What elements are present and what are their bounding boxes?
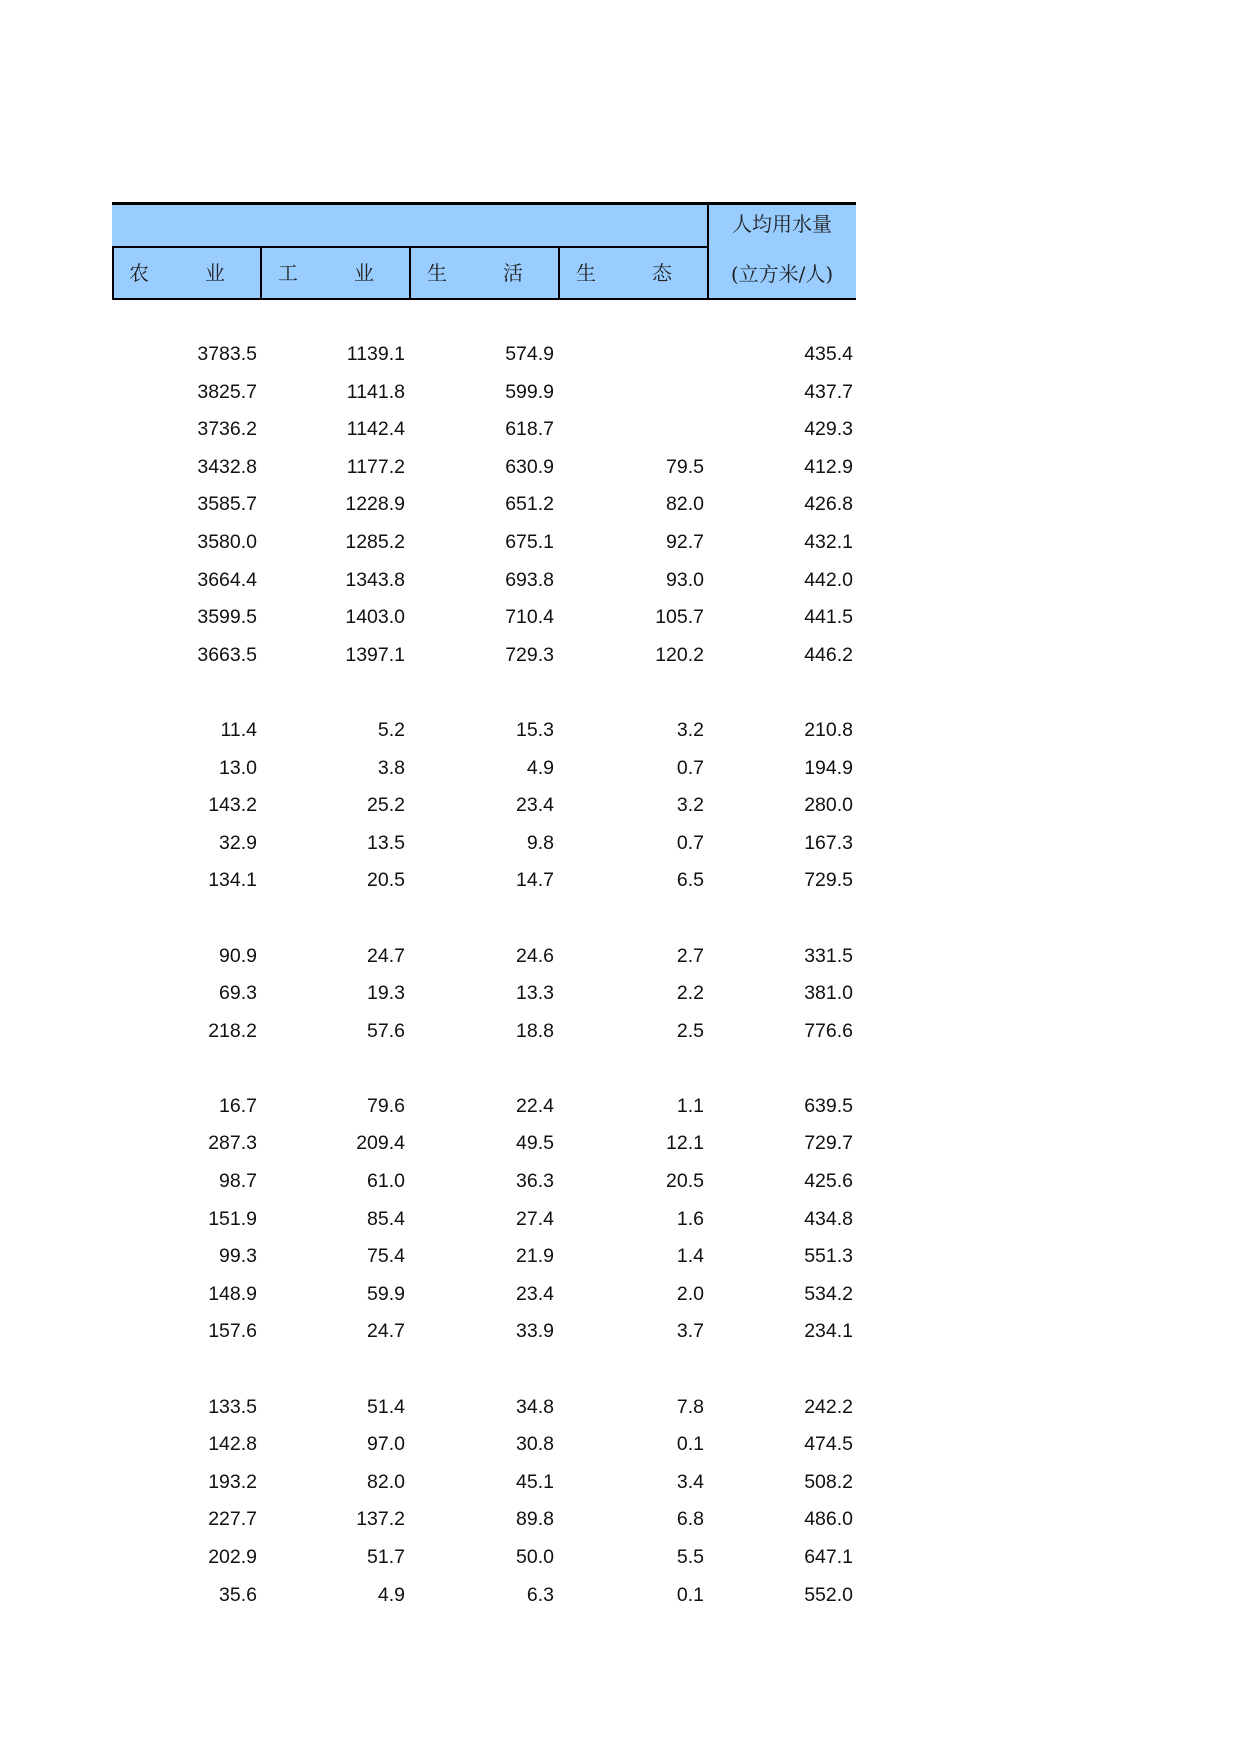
cell-agriculture: 3585.7 — [197, 493, 257, 516]
table-row — [112, 712, 856, 750]
table-row — [112, 1013, 856, 1051]
cell-domestic: 729.3 — [505, 643, 554, 666]
table-row — [112, 1201, 856, 1239]
header-per-capita-title: 人均用水量 — [732, 212, 832, 236]
cell-agriculture: 13.0 — [219, 756, 257, 779]
cell-agriculture: 143.2 — [208, 794, 257, 817]
cell-per-capita: 441.5 — [804, 606, 853, 629]
cell-industry: 3.8 — [377, 756, 405, 779]
cell-ecological: 0.7 — [676, 756, 704, 779]
cell-per-capita: 280.0 — [804, 794, 853, 817]
cell-ecological: 120.2 — [655, 643, 704, 666]
cell-per-capita: 381.0 — [804, 982, 853, 1005]
cell-industry: 13.5 — [367, 831, 405, 854]
header-domestic: 生 活 — [427, 261, 541, 285]
cell-industry: 19.3 — [367, 982, 405, 1005]
table-row — [112, 938, 856, 976]
table-row — [112, 1163, 856, 1201]
cell-agriculture: 218.2 — [208, 1019, 257, 1042]
cell-domestic: 34.8 — [516, 1395, 554, 1418]
cell-ecological: 5.5 — [676, 1546, 704, 1568]
cell-industry: 137.2 — [356, 1508, 405, 1531]
cell-industry: 25.2 — [367, 794, 405, 817]
cell-ecological: 82.0 — [666, 493, 704, 516]
cell-domestic: 6.3 — [526, 1583, 554, 1606]
cell-domestic: 21.9 — [516, 1245, 554, 1268]
cell-ecological: 2.7 — [676, 944, 704, 967]
water-use-table — [112, 202, 856, 1606]
cell-agriculture: 3664.4 — [197, 568, 257, 591]
cell-domestic: 13.3 — [516, 982, 554, 1005]
table-body — [112, 336, 856, 1614]
cell-ecological — [559, 336, 704, 374]
cell-ecological: 1.4 — [676, 1245, 704, 1268]
cell-domestic: 574.9 — [505, 343, 554, 365]
cell-per-capita: 508.2 — [804, 1470, 853, 1493]
cell-industry: 57.6 — [367, 1019, 405, 1042]
cell-ecological: 0.1 — [676, 1433, 704, 1456]
cell-domestic: 9.8 — [526, 831, 554, 854]
cell-domestic: 18.8 — [516, 1019, 554, 1042]
cell-per-capita: 194.9 — [804, 756, 853, 779]
cell-industry: 51.4 — [367, 1395, 405, 1418]
group-spacer — [112, 1050, 856, 1088]
cell-ecological: 3.2 — [676, 794, 704, 817]
cell-ecological: 12.1 — [666, 1132, 704, 1155]
cell-agriculture: 142.8 — [208, 1433, 257, 1456]
cell-ecological — [559, 411, 704, 449]
cell-ecological: 79.5 — [666, 455, 704, 478]
group-spacer — [112, 1351, 856, 1389]
cell-ecological: 7.8 — [676, 1395, 704, 1418]
cell-domestic: 14.7 — [516, 869, 554, 892]
cell-agriculture: 287.3 — [208, 1132, 257, 1155]
group-spacer — [112, 674, 856, 712]
header-bottom-rule — [112, 298, 856, 300]
table-row — [112, 524, 856, 562]
cell-industry: 75.4 — [367, 1245, 405, 1268]
cell-per-capita: 412.9 — [804, 455, 853, 478]
cell-ecological: 0.1 — [676, 1583, 704, 1606]
header-per-capita-unit: (立方米/人) — [730, 262, 834, 286]
cell-agriculture: 202.9 — [208, 1546, 257, 1568]
group-spacer — [112, 900, 856, 938]
cell-agriculture: 16.7 — [219, 1094, 257, 1117]
cell-industry: 1403.0 — [345, 606, 405, 629]
cell-ecological: 2.5 — [676, 1019, 704, 1042]
cell-ecological: 20.5 — [666, 1170, 704, 1193]
cell-domestic: 24.6 — [516, 944, 554, 967]
header-top-rule — [112, 202, 856, 205]
cell-agriculture: 151.9 — [208, 1207, 257, 1230]
table-row — [112, 1426, 856, 1464]
cell-industry: 24.7 — [367, 1320, 405, 1343]
cell-per-capita: 425.6 — [804, 1170, 853, 1193]
cell-agriculture: 35.6 — [219, 1583, 257, 1606]
cell-per-capita: 434.8 — [804, 1207, 853, 1230]
table-row — [112, 1088, 856, 1126]
table-row — [112, 975, 856, 1013]
cell-ecological — [559, 374, 704, 412]
cell-industry: 1139.1 — [346, 343, 405, 365]
table-header — [112, 202, 856, 300]
cell-industry: 5.2 — [377, 718, 405, 741]
cell-domestic: 36.3 — [516, 1170, 554, 1193]
cell-ecological: 2.2 — [676, 982, 704, 1005]
table-row — [112, 1577, 856, 1615]
cell-domestic: 33.9 — [516, 1320, 554, 1343]
cell-per-capita: 446.2 — [804, 643, 853, 666]
cell-ecological: 93.0 — [666, 568, 704, 591]
cell-industry: 1142.4 — [346, 418, 405, 441]
cell-domestic: 693.8 — [505, 568, 554, 591]
cell-agriculture: 69.3 — [219, 982, 257, 1005]
cell-industry: 4.9 — [377, 1583, 405, 1606]
cell-agriculture: 98.7 — [219, 1170, 257, 1193]
cell-per-capita: 167.3 — [804, 831, 853, 854]
cell-industry: 20.5 — [367, 869, 405, 892]
table-row — [112, 562, 856, 600]
cell-domestic: 49.5 — [516, 1132, 554, 1155]
cell-industry: 85.4 — [367, 1207, 405, 1230]
table-row — [112, 374, 856, 412]
cell-agriculture: 3663.5 — [197, 643, 257, 666]
table-row — [112, 1125, 856, 1163]
cell-industry: 79.6 — [367, 1094, 405, 1117]
cell-industry: 82.0 — [367, 1470, 405, 1493]
cell-per-capita: 242.2 — [804, 1395, 853, 1418]
cell-per-capita: 776.6 — [804, 1019, 853, 1042]
cell-ecological: 6.5 — [676, 869, 704, 892]
cell-per-capita: 210.8 — [804, 718, 853, 741]
cell-industry: 1177.2 — [346, 455, 405, 478]
table-row — [112, 1313, 856, 1351]
table-row — [112, 336, 856, 374]
cell-ecological: 1.1 — [676, 1094, 704, 1117]
cell-ecological: 3.2 — [676, 718, 704, 741]
cell-industry: 1343.8 — [345, 568, 405, 591]
cell-per-capita: 729.7 — [804, 1132, 853, 1155]
cell-industry: 61.0 — [367, 1170, 405, 1193]
cell-per-capita: 426.8 — [804, 493, 853, 516]
cell-ecological: 2.0 — [676, 1282, 704, 1305]
table-row — [112, 486, 856, 524]
cell-per-capita: 432.1 — [804, 530, 853, 553]
cell-per-capita: 486.0 — [804, 1508, 853, 1531]
cell-per-capita: 729.5 — [804, 869, 853, 892]
cell-agriculture: 3432.8 — [197, 455, 257, 478]
cell-domestic: 618.7 — [505, 418, 554, 441]
cell-domestic: 630.9 — [505, 455, 554, 478]
cell-ecological: 0.7 — [676, 831, 704, 854]
cell-industry: 59.9 — [367, 1282, 405, 1305]
cell-agriculture: 3580.0 — [197, 530, 257, 553]
cell-industry: 1141.8 — [346, 380, 405, 403]
cell-ecological: 1.6 — [676, 1207, 704, 1230]
cell-agriculture: 3599.5 — [197, 606, 257, 629]
cell-domestic: 45.1 — [516, 1470, 554, 1493]
cell-domestic: 23.4 — [516, 1282, 554, 1305]
cell-ecological: 92.7 — [666, 530, 704, 553]
cell-industry: 97.0 — [367, 1433, 405, 1456]
cell-per-capita: 437.7 — [804, 380, 853, 403]
cell-domestic: 30.8 — [516, 1433, 554, 1456]
header-agriculture: 农 业 — [129, 261, 243, 285]
cell-ecological: 3.4 — [676, 1470, 704, 1493]
table-row — [112, 787, 856, 825]
cell-agriculture: 3783.5 — [197, 343, 257, 365]
table-row — [112, 1464, 856, 1502]
table-row — [112, 1389, 856, 1427]
cell-ecological: 105.7 — [655, 606, 704, 629]
cell-domestic: 710.4 — [505, 606, 554, 629]
cell-industry: 24.7 — [367, 944, 405, 967]
cell-domestic: 651.2 — [505, 493, 554, 516]
cell-industry: 51.7 — [367, 1546, 405, 1568]
table-row — [112, 1276, 856, 1314]
cell-per-capita: 551.3 — [804, 1245, 853, 1268]
cell-agriculture: 227.7 — [208, 1508, 257, 1531]
cell-per-capita: 331.5 — [804, 944, 853, 967]
cell-industry: 1285.2 — [345, 530, 405, 553]
cell-domestic: 22.4 — [516, 1094, 554, 1117]
cell-domestic: 4.9 — [526, 756, 554, 779]
table-row — [112, 411, 856, 449]
cell-per-capita: 429.3 — [804, 418, 853, 441]
cell-agriculture: 134.1 — [208, 869, 257, 892]
cell-domestic: 15.3 — [516, 718, 554, 741]
cell-per-capita: 552.0 — [804, 1583, 853, 1606]
cell-industry: 209.4 — [356, 1132, 405, 1155]
cell-agriculture: 32.9 — [219, 831, 257, 854]
cell-industry: 1397.1 — [345, 643, 405, 666]
cell-agriculture: 157.6 — [208, 1320, 257, 1343]
cell-agriculture: 11.4 — [220, 718, 257, 741]
cell-ecological: 6.8 — [676, 1508, 704, 1531]
cell-per-capita: 647.1 — [804, 1546, 853, 1568]
cell-per-capita: 639.5 — [804, 1094, 853, 1117]
header-industry: 工 业 — [278, 261, 392, 285]
table-row — [112, 750, 856, 788]
table-row — [112, 637, 856, 675]
cell-per-capita: 442.0 — [804, 568, 853, 591]
cell-domestic: 23.4 — [516, 794, 554, 817]
table-row — [112, 449, 856, 487]
cell-domestic: 27.4 — [516, 1207, 554, 1230]
cell-agriculture: 3825.7 — [197, 380, 257, 403]
cell-per-capita: 435.4 — [804, 343, 853, 365]
cell-domestic: 675.1 — [505, 530, 554, 553]
cell-domestic: 599.9 — [505, 380, 554, 403]
cell-industry: 1228.9 — [345, 493, 405, 516]
cell-domestic: 50.0 — [516, 1546, 554, 1568]
cell-agriculture: 133.5 — [208, 1395, 257, 1418]
table-row — [112, 1539, 856, 1577]
header-ecological: 生 态 — [576, 261, 690, 285]
table-row — [112, 1238, 856, 1276]
cell-agriculture: 99.3 — [219, 1245, 257, 1268]
cell-per-capita: 234.1 — [804, 1320, 853, 1343]
cell-agriculture: 3736.2 — [197, 418, 257, 441]
cell-per-capita: 534.2 — [804, 1282, 853, 1305]
table-row — [112, 599, 856, 637]
table-row — [112, 1501, 856, 1539]
cell-agriculture: 148.9 — [208, 1282, 257, 1305]
table-row — [112, 825, 856, 863]
cell-domestic: 89.8 — [516, 1508, 554, 1531]
table-row — [112, 862, 856, 900]
cell-ecological: 3.7 — [676, 1320, 704, 1343]
cell-agriculture: 193.2 — [208, 1470, 257, 1493]
cell-per-capita: 474.5 — [804, 1433, 853, 1456]
cell-agriculture: 90.9 — [219, 944, 257, 967]
